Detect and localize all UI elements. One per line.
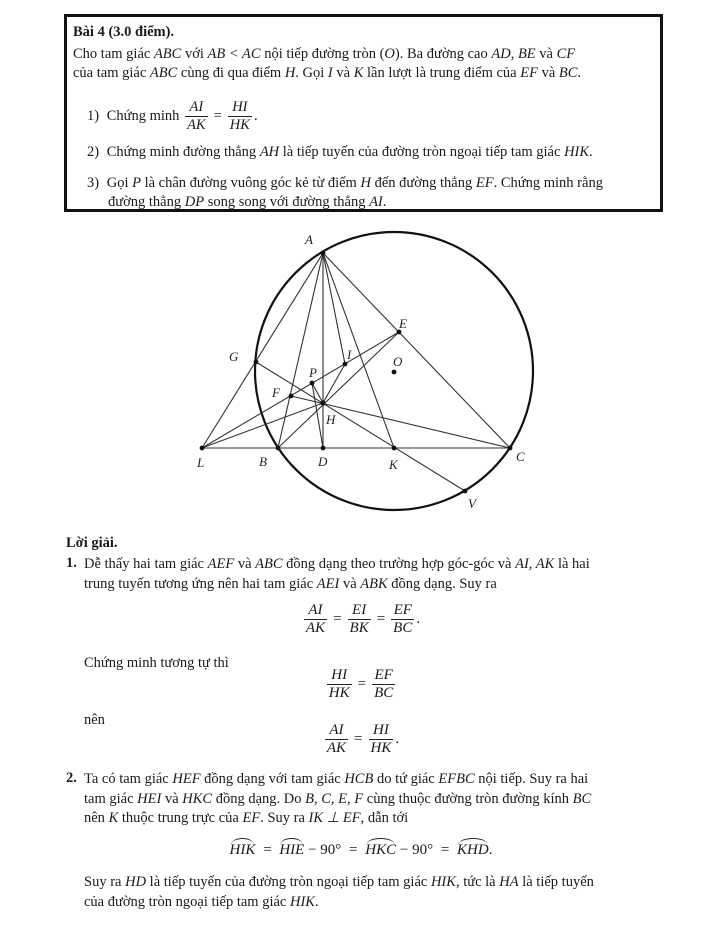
text: . Suy ra [260, 810, 309, 826]
text: đồng dạng. Do [212, 790, 306, 807]
text: trung tuyến tương ứng nên hai tam giác [84, 575, 317, 592]
math: BC [558, 65, 578, 81]
solution-part1-number: 1. [66, 555, 77, 571]
segment-A-I [323, 253, 345, 364]
equation-1: $\frac{AI}{AK}$ = $\frac{EI}{BK}$ = $\frac{EF}{BC}$ . [305, 602, 421, 636]
minus-90: − 90° [399, 842, 434, 858]
text: và [234, 556, 256, 572]
text: . [589, 144, 593, 160]
equals-sign: = [333, 611, 342, 627]
label-A: A [305, 232, 313, 247]
text: Gọi [106, 175, 133, 191]
text: Dễ thấy hai tam giác [84, 556, 208, 572]
text: là tiếp tuyến của đường tròn ngoại tiếp tam giác [279, 144, 565, 160]
point-L [200, 446, 205, 451]
fraction [372, 667, 395, 702]
math: HIK [564, 144, 590, 160]
math: K [353, 65, 364, 81]
math: AI [369, 194, 383, 210]
equals-sign: = [263, 842, 272, 859]
solution-part1-text [84, 555, 664, 594]
point-H [320, 400, 325, 405]
equation-3: $\frac{AI}{AK}$ = $\frac{HI}{HK}$ . [326, 722, 400, 756]
text: Ta có tam giác [84, 771, 173, 787]
fraction [391, 602, 414, 637]
numerator: AI [185, 99, 208, 117]
math: B, C, E, F [305, 790, 364, 807]
text: của tam giác [73, 65, 150, 81]
math: HKC [182, 790, 213, 807]
denominator: BK [349, 620, 369, 636]
math: DP [184, 194, 205, 210]
math: ABC [153, 46, 182, 62]
text: Chứng minh đường thẳng [106, 144, 260, 160]
math: AEI [316, 575, 340, 592]
math: H [360, 175, 371, 191]
denominator: HK [229, 117, 250, 133]
numerator: AI [304, 602, 327, 620]
text: , tức là [455, 874, 500, 890]
point-K [392, 446, 397, 451]
equation-2 [0, 667, 722, 702]
segment-B-E [278, 332, 399, 448]
text: Cho tam giác [73, 46, 154, 62]
numerator: EF [391, 602, 414, 620]
numerator: AI [325, 722, 348, 740]
math: HIK [289, 893, 315, 910]
text: ). Ba đường cao [394, 46, 492, 62]
denominator: AK [305, 620, 326, 636]
math: I [327, 65, 333, 81]
point-V [463, 489, 468, 494]
text: và [161, 790, 183, 807]
label-H: H [326, 412, 336, 427]
segment-A-B [278, 253, 323, 448]
math: EF [242, 810, 261, 826]
label-E: E [399, 316, 407, 331]
text: lần lượt là trung điểm của [363, 65, 521, 81]
point-P [310, 381, 315, 386]
minus-90: − 90° [308, 842, 342, 858]
math: ABC [149, 65, 178, 81]
text: . [382, 194, 387, 210]
math: EF [520, 65, 538, 81]
solution-part2-conclusion [84, 873, 664, 912]
text: Suy ra [84, 874, 126, 890]
text: . Gọi [295, 65, 328, 81]
text: đồng dạng theo trường hợp góc-góc và [282, 556, 516, 572]
text: với [181, 46, 208, 62]
label-F: F [272, 385, 280, 400]
text: cùng đi qua điểm [177, 65, 285, 81]
math: AI, AK [515, 556, 555, 572]
equals-sign: = [213, 108, 222, 124]
text: và [339, 575, 361, 592]
math: ABC [255, 556, 283, 572]
text: nội tiếp đường tròn ( [260, 46, 385, 62]
label-K: K [389, 457, 398, 472]
math: ABK [360, 575, 388, 592]
label-C: C [516, 449, 525, 464]
math: HA [499, 874, 519, 890]
math: HCB [344, 771, 374, 787]
solution-part2-text [84, 770, 664, 829]
text: và [537, 65, 559, 81]
point-I [343, 362, 348, 367]
angle-HIE: HIE [279, 838, 304, 859]
label-G: G [229, 349, 239, 364]
text: , dẫn tới [360, 810, 409, 826]
label-V: V [468, 496, 476, 511]
numerator: HI [327, 667, 352, 685]
math: K [108, 810, 119, 826]
numerator: HI [228, 99, 252, 117]
fraction [327, 667, 352, 702]
problem-item-1: 1) Chứng minh $\frac{AI}{AK}$ = $\frac{HI}{HK}$ . [87, 99, 258, 133]
math: AH [259, 144, 280, 160]
point-C [508, 446, 513, 451]
text: và [332, 65, 354, 81]
label-B: B [259, 454, 267, 469]
text: đồng dạng với tam giác [200, 771, 345, 787]
item-label: 1) [87, 107, 100, 124]
problem-title: Bài 4 (3.0 điểm). [73, 24, 175, 40]
text: là tiếp tuyến của đường tròn ngoại tiếp tam giác [146, 874, 431, 890]
label-L: L [197, 455, 205, 470]
text: cùng thuộc đường tròn đường kính [363, 790, 573, 807]
numerator: EF [372, 667, 395, 685]
text: là hai [554, 556, 590, 572]
item-label: 3) [87, 175, 100, 191]
equals-sign: = [357, 676, 367, 692]
text: của đường tròn ngoại tiếp tam giác [84, 893, 290, 910]
numerator: HI [369, 722, 394, 740]
math: O [384, 46, 395, 62]
point-D [321, 446, 326, 451]
equals-sign: = [440, 842, 450, 859]
label-P: P [309, 365, 317, 380]
math: AEF [207, 556, 235, 572]
segment-G-V [256, 362, 465, 491]
point-F [289, 394, 294, 399]
math: AB < AC [207, 46, 261, 62]
math: P [132, 175, 141, 191]
point-B [276, 446, 281, 451]
text: . Chứng minh rằng [493, 175, 603, 191]
text: tam giác [84, 790, 138, 807]
text: nội tiếp. Suy ra hai [474, 771, 589, 787]
label-O: O [393, 354, 403, 369]
denominator: HK [328, 685, 350, 701]
equals-sign: = [354, 731, 363, 747]
math: EFBC [438, 771, 475, 787]
text: . [314, 893, 319, 910]
fraction [304, 602, 327, 637]
numerator: EI [348, 602, 371, 620]
solution-heading: Lời giải. [66, 535, 118, 551]
text: song song với đường thẳng [204, 194, 370, 210]
fraction [325, 722, 348, 757]
text: và [535, 46, 557, 62]
segment-L-H [202, 403, 323, 448]
math: HEF [172, 771, 201, 787]
solution-part2-number: 2. [66, 770, 77, 786]
math: EF [475, 175, 494, 191]
text: đường thẳng [108, 194, 185, 210]
denominator: BC [393, 620, 413, 636]
label-D: D [318, 454, 328, 469]
item-text: Chứng minh [106, 107, 180, 124]
similarly-text: Chứng minh tương tự thì [84, 655, 229, 671]
denominator: AK [326, 740, 347, 756]
fraction [348, 602, 371, 637]
math: HD [125, 874, 147, 890]
text: đến đường thẳng [370, 175, 476, 191]
math: HIK [430, 874, 456, 890]
text: là tiếp tuyến [518, 874, 594, 890]
denominator: HK [370, 740, 392, 756]
equals-sign: = [376, 611, 386, 627]
angle-equation: HIK = HIE − 90° = HKC − 90° = KHD. [0, 838, 722, 859]
text: do tứ giác [373, 771, 439, 787]
point-O [392, 370, 397, 375]
angle-KHD: KHD [457, 838, 489, 859]
math: IK ⊥ EF [308, 810, 361, 826]
text: là chân đường vuông góc kẻ từ điểm [140, 175, 361, 191]
label-I: I [347, 347, 352, 362]
point-A [321, 251, 326, 256]
math: CF [556, 46, 576, 62]
equals-sign: = [349, 842, 358, 859]
math: AD, BE [491, 46, 536, 62]
denominator: BC [374, 685, 394, 701]
angle-HIK: HIK [230, 838, 256, 859]
item-label: 2) [87, 144, 100, 160]
math: HEI [137, 790, 162, 807]
math: BC [572, 790, 592, 807]
text: . [577, 65, 582, 81]
text: đồng dạng. Suy ra [387, 575, 497, 592]
denominator: AK [187, 117, 206, 133]
angle-HKC: HKC [365, 838, 396, 859]
hence-text: nên [84, 712, 105, 728]
point-G [254, 360, 259, 365]
text: thuộc trung trực của [118, 810, 243, 826]
text: nên [84, 810, 109, 826]
math: H [284, 65, 296, 81]
fraction [369, 722, 394, 757]
